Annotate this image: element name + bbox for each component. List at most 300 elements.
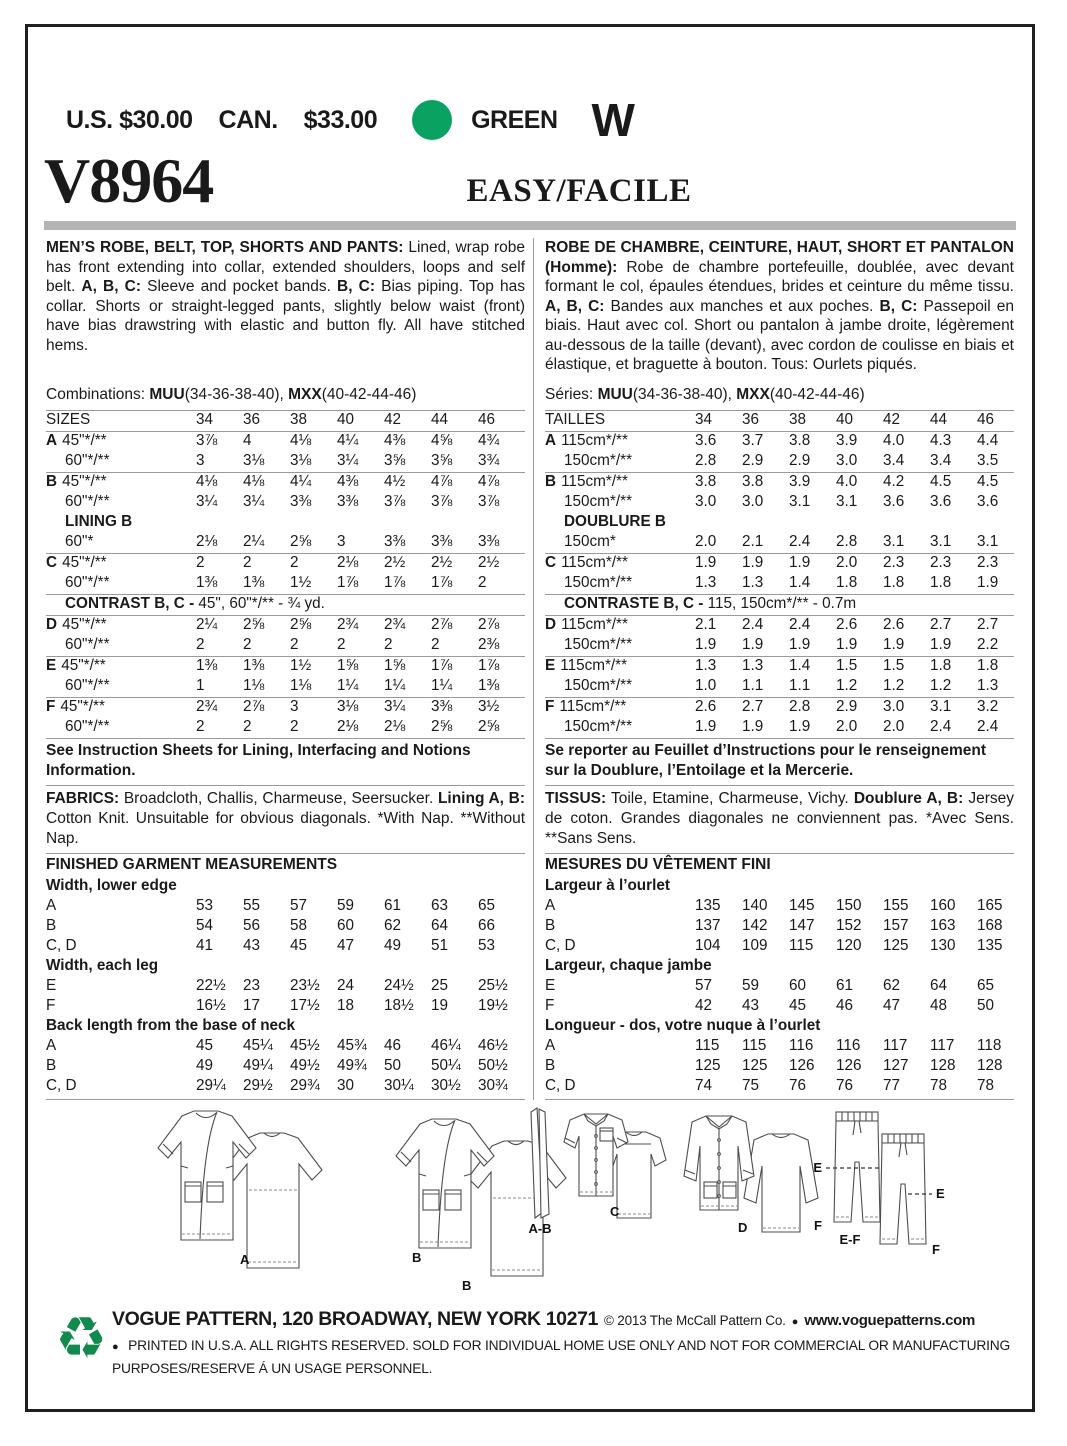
table-cell: 29¼ [196, 1077, 226, 1094]
size-header-cells [196, 411, 525, 429]
table-cell: 1.4 [789, 657, 811, 674]
table-cell: 3.1 [930, 533, 952, 550]
table-row: 150cm*/** 3.0 3.0 3.1 3.1 3.6 3.6 3.6 [545, 493, 1014, 513]
table-cell: 125 [883, 937, 909, 954]
table-cell: 3.9 [789, 473, 811, 490]
table-cell: 2.3 [930, 554, 952, 571]
table-cell: 1.9 [742, 718, 764, 735]
table-cell: 62 [883, 977, 901, 994]
table-row: Width, lower edge [46, 877, 177, 894]
table-cell: 30½ [431, 1077, 461, 1094]
table-cell: 1.5 [883, 657, 905, 674]
table-cell: 50¼ [431, 1057, 461, 1074]
price-row [66, 93, 1016, 147]
table-cell: 3¼ [337, 452, 359, 469]
table-cell: 2.4 [977, 718, 999, 735]
table-cell: 4¼ [290, 473, 312, 490]
table-row: F 16½ 17 17½ 18 18½ 19 19½ [46, 997, 525, 1017]
table-cell: 3⅜ [337, 493, 359, 510]
table-cell: 3.6 [695, 432, 717, 449]
table-cell: 2.7 [930, 616, 952, 633]
table-cell: 56 [243, 917, 261, 934]
table-cell: 2 [243, 636, 252, 653]
table-cell: 65 [977, 977, 995, 994]
size-header-cell: 34 [196, 411, 214, 428]
table-cell: 3⅜ [290, 493, 312, 510]
table-cell: 1⅜ [196, 574, 218, 591]
price-us: U.S. $30.00 [66, 105, 193, 134]
table-cell: 2.3 [977, 554, 999, 571]
size-header-cell: 36 [742, 411, 760, 428]
table-cell: 1½ [290, 657, 312, 674]
table-row: Back length from the base of neck [46, 1017, 296, 1034]
table-cell: 2 [431, 636, 440, 653]
table-cell: 2⅞ [478, 616, 500, 633]
table-cell: 117 [883, 1037, 908, 1054]
size-header-cell: 40 [337, 411, 355, 428]
table-row: D 115cm*/** 2.1 2.4 2.4 2.6 2.6 2.7 2.7 [545, 615, 1014, 636]
table-row: A 115cm*/** 3.6 3.7 3.8 3.9 4.0 4.3 4.4 [545, 432, 1014, 452]
table-cell: 78 [977, 1077, 995, 1094]
table-cell: 2.7 [742, 698, 764, 715]
table-row: DOUBLURE B [564, 513, 666, 530]
table-cell: 3⅞ [431, 493, 453, 510]
table-cell: 49¾ [337, 1057, 367, 1074]
table-cell: 1.9 [789, 636, 811, 653]
table-cell: 29½ [243, 1077, 273, 1094]
table-cell: 1.9 [789, 554, 811, 571]
table-cell: 3.4 [883, 452, 905, 469]
table-row: 60"*/** 2 2 2 2 2 2 2⅜ [46, 636, 525, 656]
table-cell: 109 [742, 937, 768, 954]
table-cell: 2 [384, 636, 393, 653]
table-cell: 137 [695, 917, 721, 934]
table-cell: 1⅝ [384, 657, 406, 674]
table-cell: 3 [196, 452, 205, 469]
table-cell: 2.1 [742, 533, 764, 550]
figure-label-a: A [240, 1252, 250, 1267]
table-cell: 3.2 [977, 698, 999, 715]
table-row: B 49 49¼ 49½ 49¾ 50 50¼ 50½ [46, 1057, 525, 1077]
table-row: 150cm*/** 2.8 2.9 2.9 3.0 3.4 3.4 3.5 [545, 452, 1014, 472]
table-cell: 61 [836, 977, 854, 994]
table-cell: 2⅝ [290, 533, 312, 550]
table-row: B 137 142 147 152 157 163 168 [545, 917, 1014, 937]
table-cell: 3.0 [883, 698, 905, 715]
table-cell: 4.3 [930, 432, 952, 449]
table-cell: 165 [977, 897, 1003, 914]
table-cell: 30¼ [384, 1077, 414, 1094]
table-cell: 3.8 [742, 473, 764, 490]
table-cell: 24 [337, 977, 355, 994]
table-cell: 4⅝ [431, 432, 453, 449]
table-cell: 46½ [478, 1037, 508, 1054]
table-cell: 45 [290, 937, 308, 954]
table-cell: 61 [384, 897, 402, 914]
table-cell: 53 [196, 897, 214, 914]
table-row: A 45 45¼ 45½ 45¾ 46 46¼ 46½ [46, 1037, 525, 1057]
title-row [44, 145, 1016, 217]
table-cell: 30 [337, 1077, 355, 1094]
figure-label-c: C [610, 1204, 620, 1219]
table-cell: 150 [836, 897, 862, 914]
table-cell: 2¾ [384, 616, 406, 633]
table-cell: 126 [836, 1057, 862, 1074]
table-cell: 1.9 [695, 554, 717, 571]
table-cell: 19 [431, 997, 449, 1014]
table-row: C 115cm*/** 1.9 1.9 1.9 2.0 2.3 2.3 2.3 [545, 553, 1014, 574]
table-cell: 45 [789, 997, 807, 1014]
table-cell: 2 [290, 554, 299, 571]
price-can-label: CAN. [218, 105, 278, 134]
table-cell: 116 [789, 1037, 814, 1054]
table-cell: 3.4 [930, 452, 952, 469]
table-cell: 76 [836, 1077, 854, 1094]
table-cell: 1.4 [789, 574, 811, 591]
table-cell: 2⅜ [478, 636, 500, 653]
difficulty-label: EASY/FACILE [466, 173, 692, 209]
table-cell: 3.1 [883, 533, 905, 550]
table-cell: 1⅜ [243, 574, 265, 591]
table-cell: 54 [196, 917, 214, 934]
table-cell: 17 [243, 997, 261, 1014]
table-cell: 1.9 [695, 636, 717, 653]
table-cell: 2 [337, 636, 346, 653]
table-row: 60"*/** 1 1⅛ 1⅛ 1¼ 1¼ 1¼ 1⅜ [46, 677, 525, 697]
size-header-cell: 44 [431, 411, 449, 428]
table-cell: 2.4 [742, 616, 764, 633]
size-header-cell: 38 [290, 411, 308, 428]
table-cell: 49 [384, 937, 402, 954]
table-row: A 115 115 116 116 117 117 118 [545, 1037, 1014, 1057]
combinations-en: Combinations: MUU(34-36-38-40), MXX(40-42-44-46) [46, 386, 417, 403]
table-cell: 3.8 [695, 473, 717, 490]
table-cell: 1.9 [695, 718, 717, 735]
fabrics-en: FABRICS: Broadcloth, Challis, Charmeuse, Seersucker. Lining A, B: Cotton Knit. Unsuitable for obvious diagonals. *With Nap. **Without Nap. [46, 790, 525, 847]
table-cell: 145 [789, 897, 815, 914]
table-cell: 3.8 [789, 432, 811, 449]
table-cell: 2 [290, 636, 299, 653]
table-cell: 53 [478, 937, 496, 954]
table-cell: 2½ [478, 554, 500, 571]
website-url: www.voguepatterns.com [804, 1312, 976, 1329]
table-cell: 3.1 [789, 493, 811, 510]
table-cell: 1⅞ [384, 574, 406, 591]
table-cell: 60 [337, 917, 355, 934]
table-cell: 2.0 [695, 533, 717, 550]
table-cell: 17½ [290, 997, 320, 1014]
table-row: 150cm*/** 1.9 1.9 1.9 1.9 1.9 1.9 2.2 [545, 636, 1014, 656]
table-row: 60"*/** 3 3⅛ 3⅛ 3¼ 3⅝ 3⅝ 3¾ [46, 452, 525, 472]
figure-label-b-front: B [412, 1250, 422, 1265]
table-cell: 125 [695, 1057, 721, 1074]
table-cell: 2⅞ [431, 616, 453, 633]
table-cell: 2⅝ [431, 718, 453, 735]
table-row: 150cm* 2.0 2.1 2.4 2.8 3.1 3.1 3.1 [545, 533, 1014, 553]
table-cell: 45¼ [243, 1037, 273, 1054]
table-row: 60"*/** 2 2 2 2⅛ 2⅛ 2⅝ 2⅝ [46, 718, 525, 738]
table-cell: 25 [431, 977, 449, 994]
table-cell: 1 [196, 677, 205, 694]
table-cell: 3.0 [742, 493, 764, 510]
table-cell: 77 [883, 1077, 901, 1094]
table-cell: 1⅜ [196, 657, 218, 674]
table-cell: 3¼ [196, 493, 218, 510]
table-cell: 4.4 [977, 432, 999, 449]
table-header-row: TAILLES 34 36 38 40 42 44 46 [545, 410, 1014, 432]
table-cell: 3¼ [384, 698, 406, 715]
table-row: E 45"*/** 1⅜ 1⅜ 1½ 1⅝ 1⅝ 1⅞ 1⅞ [46, 656, 525, 677]
table-cell: 2.9 [742, 452, 764, 469]
table-cell: 2.8 [695, 452, 717, 469]
table-row: B 125 125 126 126 127 128 128 [545, 1057, 1014, 1077]
table-row: F 42 43 45 46 47 48 50 [545, 997, 1014, 1017]
table-cell: 2.2 [977, 636, 999, 653]
table-row: C, D 41 43 45 47 49 51 53 [46, 937, 525, 957]
table-cell: 2 [196, 636, 205, 653]
table-row: D 45"*/** 2¼ 2⅝ 2⅝ 2¾ 2¾ 2⅞ 2⅞ [46, 615, 525, 636]
legal-line [112, 1335, 1016, 1379]
table-cell: 125 [742, 1057, 768, 1074]
table-cell: 3⅞ [384, 493, 406, 510]
figure-label-f-left: F [814, 1218, 822, 1233]
table-cell: 128 [930, 1057, 956, 1074]
table-cell: 120 [836, 937, 862, 954]
table-cell: 59 [337, 897, 355, 914]
instruction-note-en: See Instruction Sheets for Lining, Interfacing and Notions Information. [46, 738, 525, 786]
table-cell: 22½ [196, 977, 226, 994]
table-row: Largeur, chaque jambe [545, 957, 712, 974]
table-cell: 74 [695, 1077, 713, 1094]
table-cell: 23½ [290, 977, 320, 994]
table-cell: 1⅛ [243, 677, 265, 694]
table-cell: 118 [977, 1037, 1002, 1054]
bullet-icon: ● [112, 1341, 119, 1353]
table-cell: 130 [930, 937, 956, 954]
table-cell: 3⅝ [431, 452, 453, 469]
table-cell: 3⅞ [196, 432, 218, 449]
description-fr: ROBE DE CHAMBRE, CEINTURE, HAUT, SHORT ET PANTALON (Homme): Robe de chambre portefeuille, doublée, avec devant formant le col, épaules étendues, brides et ceinture du même tissu. A, B, C: Bandes aux manches et aux poches. B, C: Passepoil en biais. Haut avec col. Short ou pantalon à jambe droite, légèrement au-dessous de la taille (devant), avec cordon de coulisse en biais et élastique, et braguette à bouton. Tous: Ourlets piqués. [545, 239, 1014, 373]
table-cell: 1.8 [836, 574, 858, 591]
table-cell: 2¼ [243, 533, 265, 550]
table-cell: 3¼ [243, 493, 265, 510]
green-dot-icon [411, 99, 453, 141]
table-cell: 43 [243, 937, 261, 954]
table-cell: 2.3 [883, 554, 905, 571]
table-cell: 115 [789, 937, 814, 954]
table-cell: 29¾ [290, 1077, 320, 1094]
finished-table-fr [545, 877, 1014, 1100]
table-cell: 42 [695, 997, 713, 1014]
table-row: 150cm*/** 1.9 1.9 1.9 2.0 2.0 2.4 2.4 [545, 718, 1014, 738]
table-cell: 140 [742, 897, 768, 914]
table-cell: 16½ [196, 997, 226, 1014]
table-cell: 1⅞ [431, 657, 453, 674]
combinations-fr: Séries: MUU(34-36-38-40), MXX(40-42-44-46) [545, 386, 865, 403]
table-cell: 2⅝ [478, 718, 500, 735]
table-cell: 2 [196, 718, 205, 735]
figure-label-e-right: E [936, 1186, 945, 1201]
table-row: 60"*/** 1⅜ 1⅜ 1½ 1⅞ 1⅞ 1⅞ 2 [46, 574, 525, 594]
table-cell: 1.0 [695, 677, 717, 694]
recycle-icon [50, 1306, 112, 1372]
description-en: MEN’S ROBE, BELT, TOP, SHORTS AND PANTS: Lined, wrap robe has front extending into collar, extended shoulders, loops and self belt. A, B, C: Sleeve and pocket bands. B, C: Bias piping. Top has collar. Shorts or straight-legged pants, slightly below waist (front) have bias drawstring with elastic and button fly. All have stitched hems. [46, 239, 525, 354]
table-cell: 2.6 [695, 698, 717, 715]
table-cell: 41 [196, 937, 214, 954]
table-cell: 2¾ [196, 698, 218, 715]
price-can: $33.00 [303, 105, 378, 134]
garment-line-drawings [44, 1104, 1016, 1300]
table-row: F 115cm*/** 2.6 2.7 2.8 2.9 3.0 3.1 3.2 [545, 697, 1014, 718]
table-row: A 135 140 145 150 155 160 165 [545, 897, 1014, 917]
table-cell: 4.5 [977, 473, 999, 490]
finished-title-en: FINISHED GARMENT MEASUREMENTS [46, 853, 525, 877]
table-cell: 3⅞ [478, 493, 500, 510]
figure-label-d: D [738, 1220, 748, 1235]
table-row: A 45"*/** 3⅞ 4 4⅛ 4¼ 4⅜ 4⅝ 4¾ [46, 432, 525, 452]
table-cell: 46 [836, 997, 854, 1014]
table-cell: 160 [930, 897, 956, 914]
table-cell: 3⅛ [337, 698, 359, 715]
table-cell: 2.4 [930, 718, 952, 735]
table-cell: 2.8 [789, 698, 811, 715]
table-cell: 142 [742, 917, 768, 934]
table-cell: 60 [789, 977, 807, 994]
table-cell: 4.0 [883, 432, 905, 449]
size-header-cell: 42 [883, 411, 901, 428]
table-cell: 1.8 [977, 657, 999, 674]
table-cell: 62 [384, 917, 402, 934]
table-cell: 1.2 [883, 677, 905, 694]
table-cell: 116 [836, 1037, 861, 1054]
figure-label-e-left: E [813, 1160, 822, 1175]
table-row: 60"*/** 3¼ 3¼ 3⅜ 3⅜ 3⅞ 3⅞ 3⅞ [46, 493, 525, 513]
table-cell: 4⅞ [431, 473, 453, 490]
table-cell: 2⅞ [243, 698, 265, 715]
table-cell: 135 [977, 937, 1003, 954]
table-cell: 1.8 [930, 574, 952, 591]
table-cell: 59 [742, 977, 760, 994]
size-header-cell: 40 [836, 411, 854, 428]
table-cell: 2¼ [196, 616, 218, 633]
table-cell: 157 [883, 917, 909, 934]
table-cell: 4 [243, 432, 252, 449]
table-cell: 1⅞ [337, 574, 359, 591]
table-cell: 51 [431, 937, 449, 954]
table-cell: 76 [789, 1077, 807, 1094]
figure-label-ef: E-F [839, 1232, 861, 1247]
table-cell: 2.0 [883, 718, 905, 735]
table-row: E 22½ 23 23½ 24 24½ 25 25½ [46, 977, 525, 997]
table-cell: 45½ [290, 1037, 320, 1054]
table-cell: 1.2 [836, 677, 858, 694]
table-row: A 53 55 57 59 61 63 65 [46, 897, 525, 917]
table-cell: 50 [977, 997, 995, 1014]
table-cell: 115 [742, 1037, 767, 1054]
table-cell: 135 [695, 897, 721, 914]
table-row: B 115cm*/** 3.8 3.8 3.9 4.0 4.2 4.5 4.5 [545, 472, 1014, 493]
table-cell: 3⅝ [384, 452, 406, 469]
table-cell: 1.8 [883, 574, 905, 591]
footer [50, 1306, 1016, 1379]
table-cell: 1.3 [977, 677, 999, 694]
size-header-cell: 34 [695, 411, 713, 428]
table-cell: 4⅛ [196, 473, 218, 490]
table-cell: 1.3 [742, 574, 764, 591]
table-cell: 104 [695, 937, 721, 954]
table-cell: 115 [695, 1037, 720, 1054]
table-cell: 57 [290, 897, 308, 914]
table-cell: 1.3 [695, 574, 717, 591]
table-cell: 49 [196, 1057, 214, 1074]
table-row: CONTRAST B, C - 45", 60"*/** - ¾ yd. [46, 594, 525, 615]
table-row: C, D 74 75 76 76 77 78 78 [545, 1077, 1014, 1097]
figure-label-b-back: B [462, 1278, 472, 1293]
table-cell: 65 [478, 897, 496, 914]
table-cell: 4.5 [930, 473, 952, 490]
table-cell: 1.9 [742, 554, 764, 571]
table-cell: 3.1 [836, 493, 858, 510]
size-header-cell: 42 [384, 411, 402, 428]
table-cell: 58 [290, 917, 308, 934]
table-cell: 3⅜ [384, 533, 406, 550]
table-cell: 1.9 [836, 636, 858, 653]
table-cell: 3.1 [930, 698, 952, 715]
size-header-cells [695, 411, 1024, 429]
table-cell: 3 [290, 698, 299, 715]
table-cell: 4⅛ [243, 473, 265, 490]
table-cell: 117 [930, 1037, 955, 1054]
table-cell: 43 [742, 997, 760, 1014]
publisher-address: VOGUE PATTERN, 120 BROADWAY, NEW YORK 10271 [112, 1308, 598, 1330]
table-cell: 3⅜ [431, 533, 453, 550]
yardage-table-en [46, 410, 525, 738]
table-cell: 2.8 [836, 533, 858, 550]
svg-text:♻: ♻ [55, 1306, 107, 1372]
bullet-icon: ● [791, 1316, 799, 1328]
table-cell: 3.0 [695, 493, 717, 510]
table-cell: 4¼ [337, 432, 359, 449]
table-cell: 147 [789, 917, 815, 934]
table-cell: 2⅝ [243, 616, 265, 633]
size-header-cell: 46 [478, 411, 496, 428]
figure-label-f-right: F [932, 1242, 940, 1257]
table-cell: 1⅞ [478, 657, 500, 674]
table-row: C, D 29¼ 29½ 29¾ 30 30¼ 30½ 30¾ [46, 1077, 525, 1097]
table-cell: 18 [337, 997, 355, 1014]
table-cell: 2 [196, 554, 205, 571]
table-cell: 50 [384, 1057, 402, 1074]
table-row: Largeur à l’ourlet [545, 877, 670, 894]
table-cell: 2⅝ [290, 616, 312, 633]
finished-table-en [46, 877, 525, 1100]
table-row: B 45"*/** 4⅛ 4⅛ 4¼ 4⅜ 4½ 4⅞ 4⅞ [46, 472, 525, 493]
table-cell: 1.9 [930, 636, 952, 653]
legal-text: PRINTED IN U.S.A. ALL RIGHTS RESERVED. SOLD FOR INDIVIDUAL HOME USE ONLY AND NOT FOR COMMERCIAL OR MANUFACTURING PURPOSES/RESERVE Á UN USAGE PERSONNEL. [112, 1338, 1011, 1376]
table-cell: 46 [384, 1037, 402, 1054]
table-cell: 19½ [478, 997, 508, 1014]
table-row: E 57 59 60 61 62 64 65 [545, 977, 1014, 997]
table-cell: 23 [243, 977, 261, 994]
envelope-border [25, 24, 1035, 1412]
table-cell: 25½ [478, 977, 508, 994]
table-cell: 3.6 [930, 493, 952, 510]
table-cell: 3.5 [977, 452, 999, 469]
table-cell: 24½ [384, 977, 414, 994]
table-cell: 4.0 [836, 473, 858, 490]
table-cell: 2.9 [789, 452, 811, 469]
table-cell: 127 [883, 1057, 909, 1074]
